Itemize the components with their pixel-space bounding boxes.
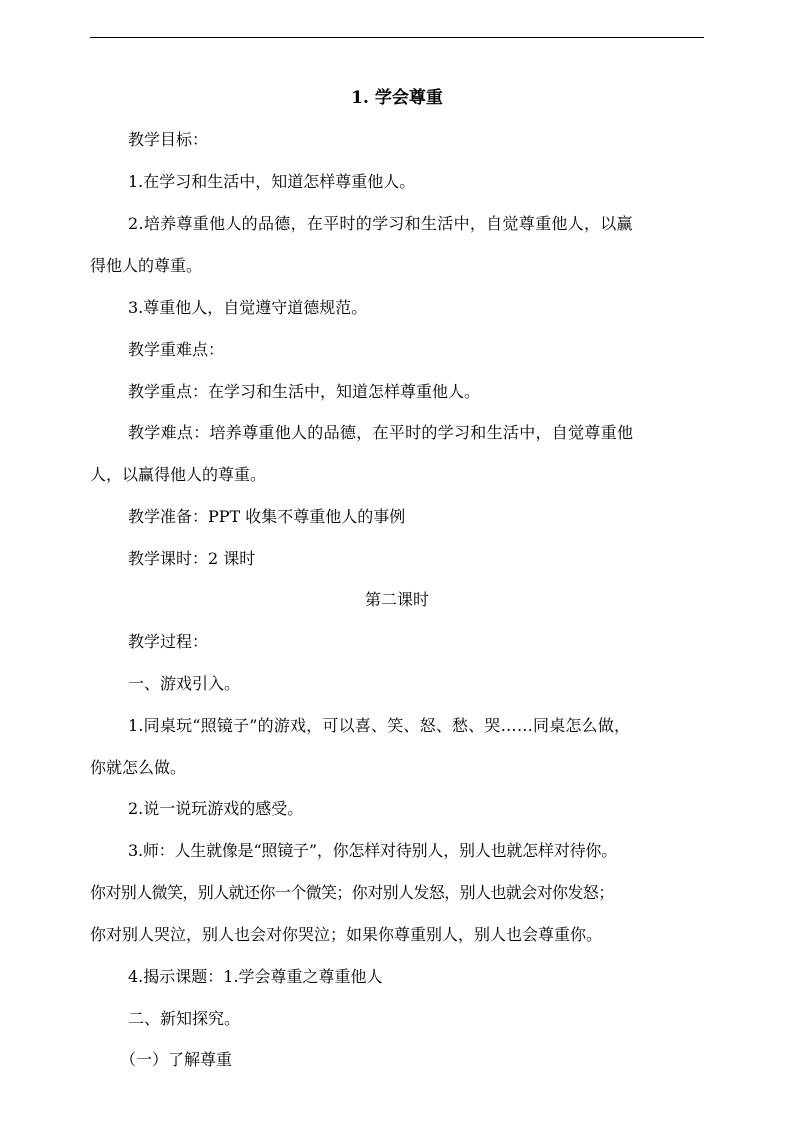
goal-1: 1.在学习和生活中，知道怎样尊重他人。: [128, 172, 416, 191]
key-difficult-heading: 教学重难点：: [128, 340, 225, 359]
difficult-point-line-2: 人，以赢得他人的尊重。: [90, 465, 267, 484]
class-hours: 教学课时：2 课时: [128, 549, 256, 568]
goal-2-line-2: 得他人的尊重。: [90, 256, 203, 275]
item-3-line-3: 你对别人哭泣，别人也会对你哭泣；如果你尊重别人，别人也会尊重你。: [90, 925, 603, 944]
item-4: 4.揭示课题：1.学会尊重之尊重他人: [128, 967, 383, 986]
header-rule: [90, 37, 704, 38]
key-point: 教学重点：在学习和生活中，知道怎样尊重他人。: [128, 382, 481, 401]
section-2-heading: 二、新知探究。: [128, 1009, 241, 1028]
item-3-line-2: 你对别人微笑，别人就还你一个微笑；你对别人发怒，别人也就会对你发怒；: [90, 883, 614, 902]
subsection-1-heading: （一）了解尊重: [120, 1050, 233, 1069]
lesson-heading: 第二课时: [364, 590, 429, 609]
item-2: 2.说一说玩游戏的感受。: [128, 799, 304, 818]
page-title: 1. 学会尊重: [351, 88, 443, 108]
difficult-point-line-1: 教学难点：培养尊重他人的品德，在平时的学习和生活中，自觉尊重他: [128, 423, 634, 442]
section-1-heading: 一、游戏引入。: [128, 674, 241, 693]
teaching-preparation: 教学准备：PPT 收集不尊重他人的事例: [128, 507, 406, 526]
teaching-goals-heading: 教学目标：: [128, 130, 209, 149]
goal-3: 3.尊重他人，自觉遵守道德规范。: [128, 298, 368, 317]
goal-2-line-1: 2.培养尊重他人的品德，在平时的学习和生活中，自觉尊重他人，以赢: [128, 214, 633, 233]
item-1-line-2: 你就怎么做。: [90, 758, 187, 777]
process-heading: 教学过程：: [128, 632, 209, 651]
item-1-line-1: 1.同桌玩“照镜子”的游戏，可以喜、笑、怒、愁、哭……同桌怎么做，: [128, 716, 631, 735]
item-3-line-1: 3.师：人生就像是“照镜子”，你怎样对待别人，别人也就怎样对待你。: [128, 841, 618, 860]
